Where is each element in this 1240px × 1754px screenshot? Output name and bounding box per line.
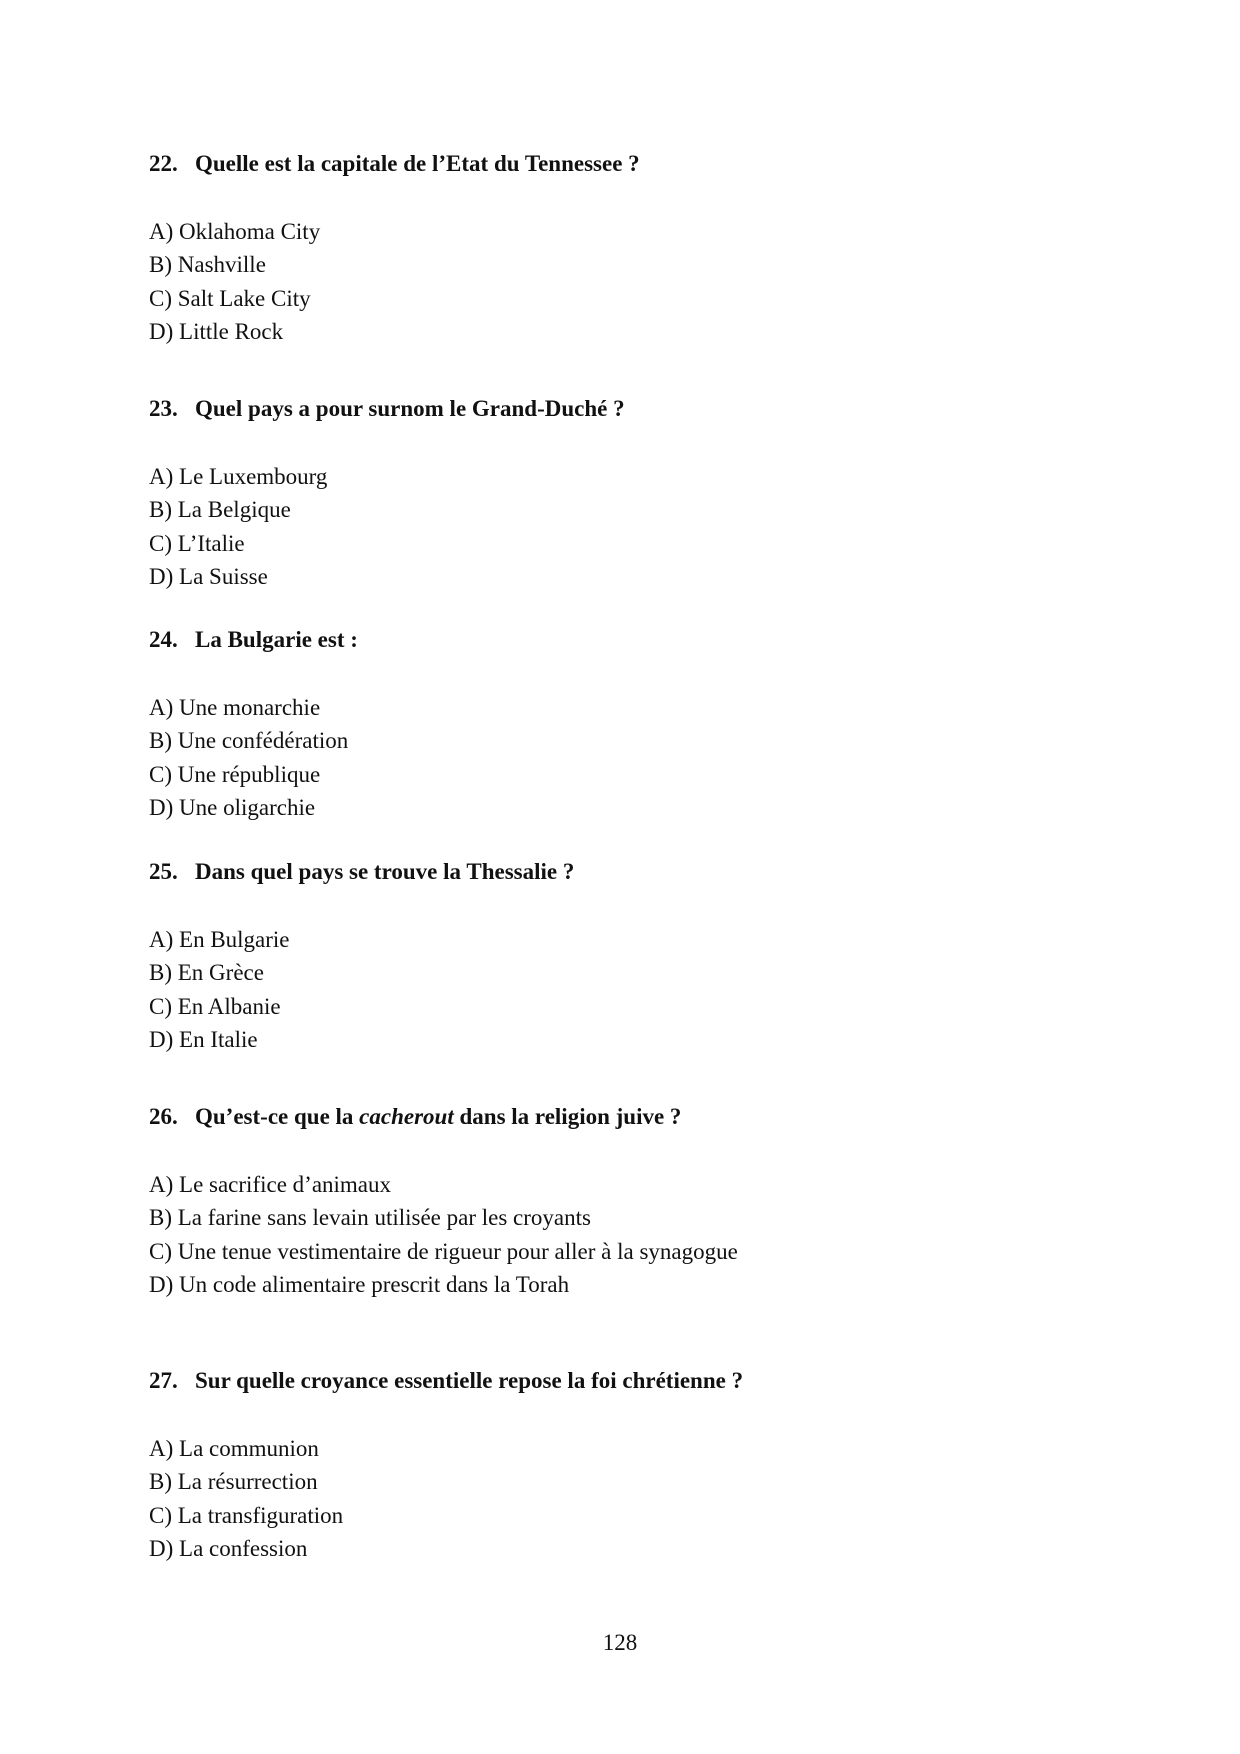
question-24 (149, 625, 1149, 824)
answer-option-d: D) Une oligarchie (149, 794, 316, 820)
answer-option-b: B) Nashville (149, 252, 266, 278)
question-text: Quelle est la capitale de l’Etat du Tennessee ? (195, 151, 640, 176)
answer-option-a: A) Le Luxembourg (149, 464, 328, 489)
question-26 (149, 1102, 1149, 1301)
question-title (149, 857, 1149, 887)
question-title (149, 625, 1149, 655)
question-text: Dans quel pays se trouve la Thessalie ? (195, 859, 575, 884)
question-number: 23. (149, 396, 178, 421)
answer-option-c: C) Salt Lake City (149, 285, 311, 311)
question-text-italic-term: cacherout (359, 1104, 454, 1129)
answer-option-a: A) En Bulgarie (149, 927, 290, 952)
question-number: 22. (149, 151, 178, 176)
question-25 (149, 857, 1149, 1056)
answer-option-d: D) En Italie (149, 1026, 258, 1052)
question-text: Sur quelle croyance essentielle repose la foi chrétienne ? (195, 1368, 744, 1393)
question-title (149, 1102, 1149, 1132)
question-title (149, 149, 1149, 179)
question-22 (149, 149, 1149, 348)
question-title (149, 394, 1149, 424)
question-number: 27. (149, 1368, 178, 1393)
question-number: 25. (149, 859, 178, 884)
answer-option-a: A) Le sacrifice d’animaux (149, 1172, 392, 1197)
answer-option-b: B) La Belgique (149, 497, 291, 523)
answer-option-c: C) La transfiguration (149, 1502, 344, 1528)
answer-option-d: D) Un code alimentaire prescrit dans la Torah (149, 1271, 570, 1297)
question-text-start: Qu’est-ce que la (195, 1104, 360, 1129)
answer-option-a: A) Une monarchie (149, 695, 321, 720)
answer-option-b: B) En Grèce (149, 960, 264, 986)
question-text-end: dans la religion juive ? (453, 1104, 682, 1129)
question-number: 24. (149, 627, 178, 652)
page-number: 128 (602, 1630, 638, 1655)
question-text: Quel pays a pour surnom le Grand-Duché ? (195, 396, 625, 421)
answer-option-b: B) Une confédération (149, 728, 349, 754)
question-title (149, 1366, 1149, 1396)
answer-option-b: B) La farine sans levain utilisée par les croyants (149, 1205, 591, 1231)
answer-option-d: D) La Suisse (149, 563, 268, 589)
question-number: 26. (149, 1104, 178, 1129)
answer-option-c: C) L’Italie (149, 530, 245, 556)
question-27 (149, 1366, 1149, 1565)
question-23 (149, 394, 1149, 593)
answer-option-d: D) La confession (149, 1535, 308, 1561)
answer-option-a: A) Oklahoma City (149, 219, 321, 244)
answer-option-c: C) Une république (149, 761, 321, 787)
answer-option-a: A) La communion (149, 1436, 319, 1461)
answer-option-c: C) Une tenue vestimentaire de rigueur pour aller à la synagogue (149, 1238, 738, 1264)
answer-option-b: B) La résurrection (149, 1469, 318, 1495)
question-text: La Bulgarie est : (195, 627, 358, 652)
answer-option-c: C) En Albanie (149, 993, 281, 1019)
answer-option-d: D) Little Rock (149, 318, 284, 344)
